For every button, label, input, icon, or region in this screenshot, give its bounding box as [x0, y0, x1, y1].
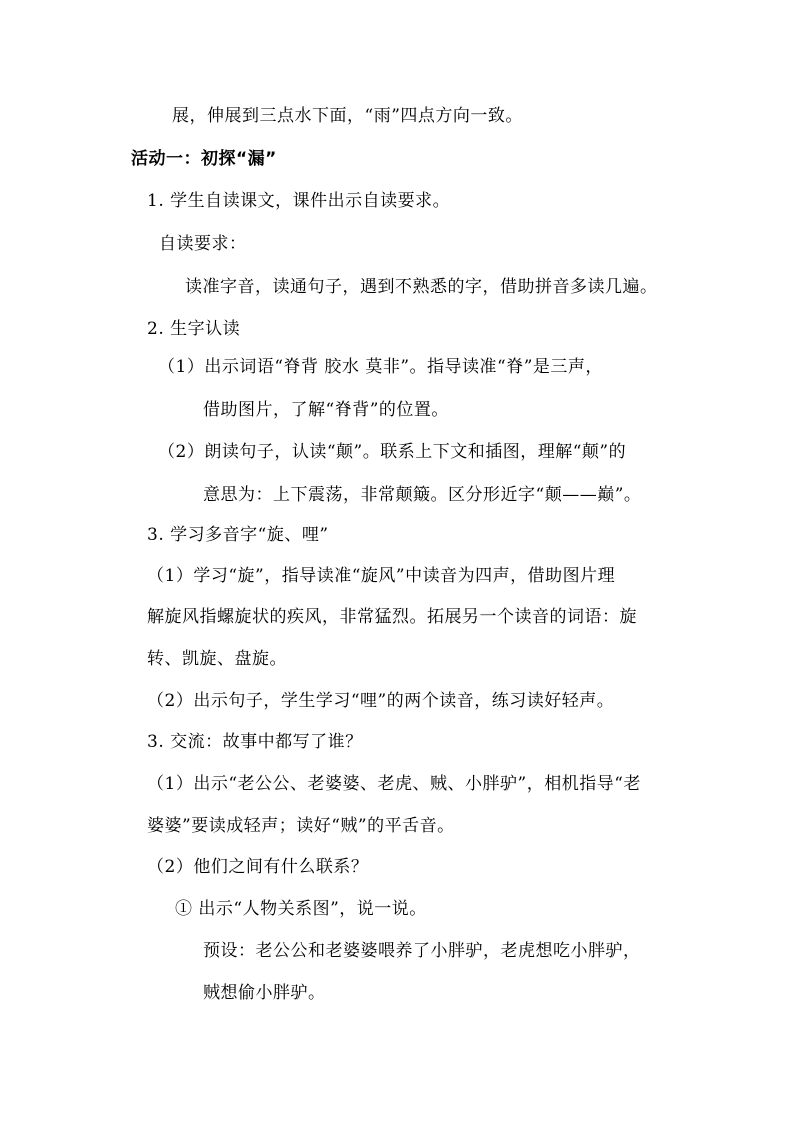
text-line-12: （1）学习“旋”，指导读准“旋风”中读音为四声，借助图片理 — [147, 566, 616, 586]
text-line-14: 转、凯旋、盘旋。 — [147, 649, 287, 669]
text-line-1: 展，伸展到三点水下面，“雨”四点方向一致。 — [172, 106, 523, 126]
text-line-17: （1）出示“老公公、老婆婆、老虎、贼、小胖驴”，相机指导“老 — [147, 774, 641, 794]
text-line-11: 3. 学习多音字“旋、哩” — [147, 525, 329, 545]
text-line-5: 读准字音，读通句子，遇到不熟悉的字，借助拼音多读几遍。 — [185, 277, 658, 297]
text-line-18: 婆婆”要读成轻声；读好“贼”的平舌音。 — [147, 816, 455, 836]
section-heading: 活动一：初探“漏” — [131, 149, 277, 169]
text-line-6: 2. 生字认读 — [147, 319, 241, 339]
text-line-13: 解旋风指螺旋状的疾风，非常猛烈。拓展另一个读音的词语：旋 — [147, 607, 637, 627]
text-line-9: （2）朗读句子，认读“颠”。联系上下文和插图，理解“颠”的 — [158, 442, 627, 462]
text-line-10: 意思为：上下震荡，非常颠簸。区分形近字“颠——巅”。 — [203, 485, 642, 505]
text-line-15: （2）出示句子，学生学习“哩”的两个读音，练习读好轻声。 — [147, 691, 615, 711]
text-line-4: 自读要求： — [159, 234, 247, 254]
text-line-22: 贼想偷小胖驴。 — [203, 983, 326, 1003]
text-line-21: 预设：老公公和老婆婆喂养了小胖驴，老虎想吃小胖驴， — [203, 941, 641, 961]
text-line-20: ① 出示“人物关系图”，说一说。 — [175, 899, 427, 919]
text-line-7: （1）出示词语“脊背 胶水 莫非”。指导读准“脊”是三声， — [158, 357, 603, 377]
text-line-3: 1. 学生自读课文，课件出示自读要求。 — [147, 191, 451, 211]
text-line-19: （2）他们之间有什么联系？ — [147, 857, 369, 877]
text-line-16: 3. 交流：故事中都写了谁？ — [147, 732, 363, 752]
text-line-8: 借助图片，了解“脊背”的位置。 — [203, 400, 449, 420]
